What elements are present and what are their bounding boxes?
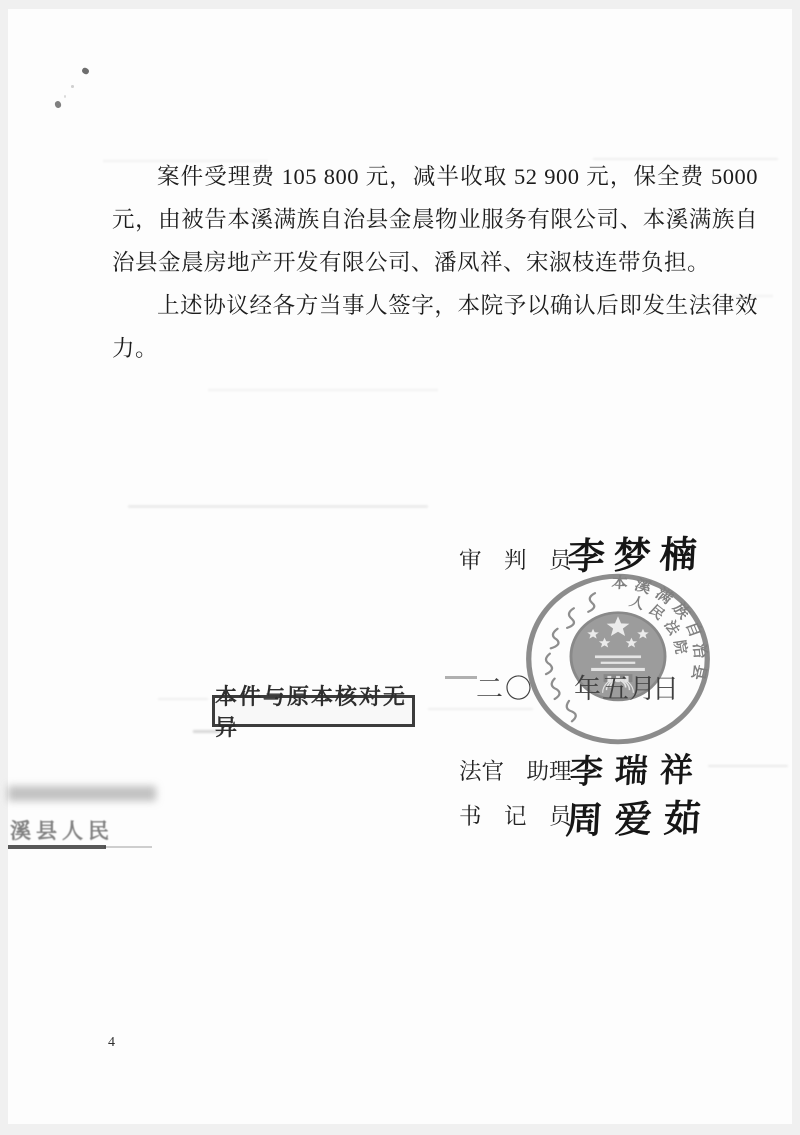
- body-line: 治县金晨房地产开发有限公司、潘凤祥、宋淑枝连带负担。: [112, 250, 711, 275]
- date-fragment: 日: [652, 674, 679, 704]
- body-line: 案件受理费 105 800 元，减半收取 52 900 元，保全费 5000: [157, 164, 758, 189]
- ink-speck: [54, 100, 62, 109]
- body-line: 力。: [112, 336, 159, 361]
- scan-artifact: [708, 765, 788, 767]
- scan-artifact: [698, 295, 773, 297]
- scan-artifact: [208, 389, 438, 391]
- scan-artifact: [158, 698, 208, 700]
- assistant-role-label: 法官 助理: [459, 759, 572, 784]
- scan-artifact: [103, 160, 268, 162]
- seal-court-name-inner: 人民法院: [627, 593, 690, 661]
- body-line: 上述协议经各方当事人签字，本院予以确认后即发生法律效: [157, 293, 758, 318]
- body-line: 元，由被告本溪满族自治县金晨物业服务有限公司、本溪满族自: [112, 207, 758, 232]
- page-number: 4: [108, 1035, 115, 1050]
- scan-artifact: [445, 676, 477, 679]
- scan-artifact: [593, 158, 778, 160]
- seal-court-name-outer: 本溪满族自治县: [611, 574, 709, 687]
- edge-bleed-line: [8, 845, 106, 849]
- date-fragment: 二: [476, 674, 503, 704]
- court-seal: [522, 570, 714, 748]
- clerk-signature: 周爱茹: [564, 798, 714, 843]
- edge-bleed-text: 溪县人民: [10, 819, 114, 843]
- body-text-block: [112, 155, 758, 370]
- document-page: [8, 9, 792, 1124]
- scan-artifact: [128, 505, 428, 508]
- verification-stamp: 本件与原本核对无异: [212, 695, 415, 727]
- scan-artifact: [428, 708, 533, 710]
- date-fragment: 五月: [602, 674, 656, 704]
- ink-speck: [81, 67, 90, 76]
- ink-speck: [71, 85, 74, 88]
- date-fragment: 年: [574, 674, 601, 704]
- assistant-signature: 李瑞祥: [568, 752, 706, 792]
- date-fragment: 〇: [505, 674, 532, 704]
- judge-role-label: 审 判 员: [459, 548, 572, 573]
- clerk-role-label: 书 记 员: [459, 804, 572, 829]
- ink-speck: [64, 95, 66, 98]
- scan-shadow: [8, 786, 156, 801]
- judge-signature: 李梦楠: [566, 534, 707, 579]
- edge-bleed-line: [104, 846, 152, 848]
